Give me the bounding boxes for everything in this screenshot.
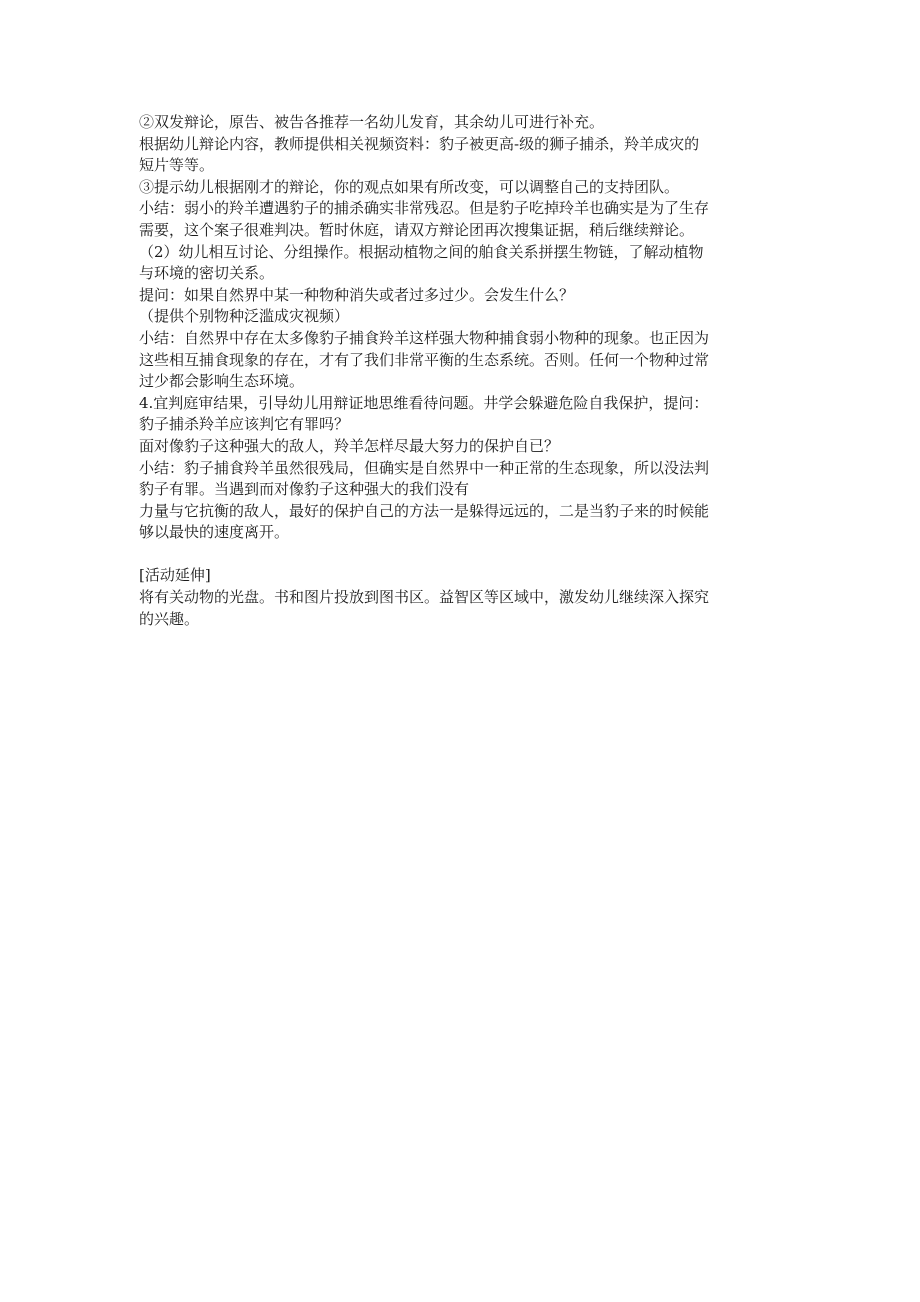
text-line: 与环境的密切关系。 (139, 264, 275, 283)
text-line: 面对像豹子这种强大的敌人，羚羊怎样尽最大努力的保护自已？ (139, 436, 560, 455)
text-line: 小结：弱小的羚羊遭遇豹子的捕杀确实非常残忍。但是豹子吃掉玲羊也确实是为了生存 (139, 199, 710, 218)
text-line: 的兴趣。 (139, 609, 200, 628)
text-line: 根据幼儿辩论内容，教师提供相关视频资料：豹子被更高-级的狮子捕杀，羚羊成灾的 (139, 134, 700, 153)
text-line: 过少都会影响生态环境。 (139, 372, 305, 391)
text-line: 短片等等。 (139, 156, 215, 175)
paragraph-spacer (139, 544, 783, 566)
text-line: ③提示幼儿根据刚才的辩论，你的观点如果有所改变，可以调整自己的支持团队。 (139, 177, 680, 196)
text-line: 力量与它抗衡的敌人，最好的保护自己的方法一是躲得远远的，二是当豹子来的时候能 (139, 501, 710, 520)
text-line: 4.宜判庭审结果，引导幼儿用辩证地思维看待问题。井学会躲避危险自我保护，提问： (139, 393, 709, 412)
text-line: 够以最快的速度离开。 (139, 523, 290, 542)
section-heading-activity-extension: [活动延伸] (139, 566, 211, 585)
text-line: 小结：自然界中存在太多像豹子捕食羚羊这样强大物种捕食弱小物种的现象。也正因为 (139, 328, 710, 347)
text-line: 提问：如果自然界中某一种物种消失或者过多过少。会发生什么？ (139, 285, 575, 304)
text-line: （2）幼儿相互讨论、分组操作。根据动植物之间的舶食关系拼摆生物链，了解动植物 (139, 242, 704, 261)
text-line: 将有关动物的光盘。书和图片投放到图书区。益智区等区域中，激发幼儿继续深入探究 (139, 588, 710, 607)
text-line: 豹子有罪。当遇到而对像豹子这种强大的我们没有 (139, 480, 470, 499)
text-line: ②双发辩论，原告、被告各推荐一名幼儿发育，其余幼儿可进行补充。 (139, 113, 605, 131)
text-line: 这些相互捕食现象的存在，才有了我们非常平衡的生态系统。否则。任何一个物种过常 (139, 350, 710, 369)
document-page (139, 112, 783, 630)
text-line: 豹子捕杀羚羊应该判它有罪吗？ (139, 415, 350, 434)
text-line: 需要，这个案子很难判决。暂时休庭，请双方辩论团再次搜集证据，稍后继续辩论。 (139, 220, 695, 239)
text-line: （提供个别物种泛滥成灾视频） (139, 307, 350, 326)
text-line: 小结：豹子捕食羚羊虽然很残局，但确实是自然界中一种正常的生态现象，所以没法判 (139, 458, 710, 477)
